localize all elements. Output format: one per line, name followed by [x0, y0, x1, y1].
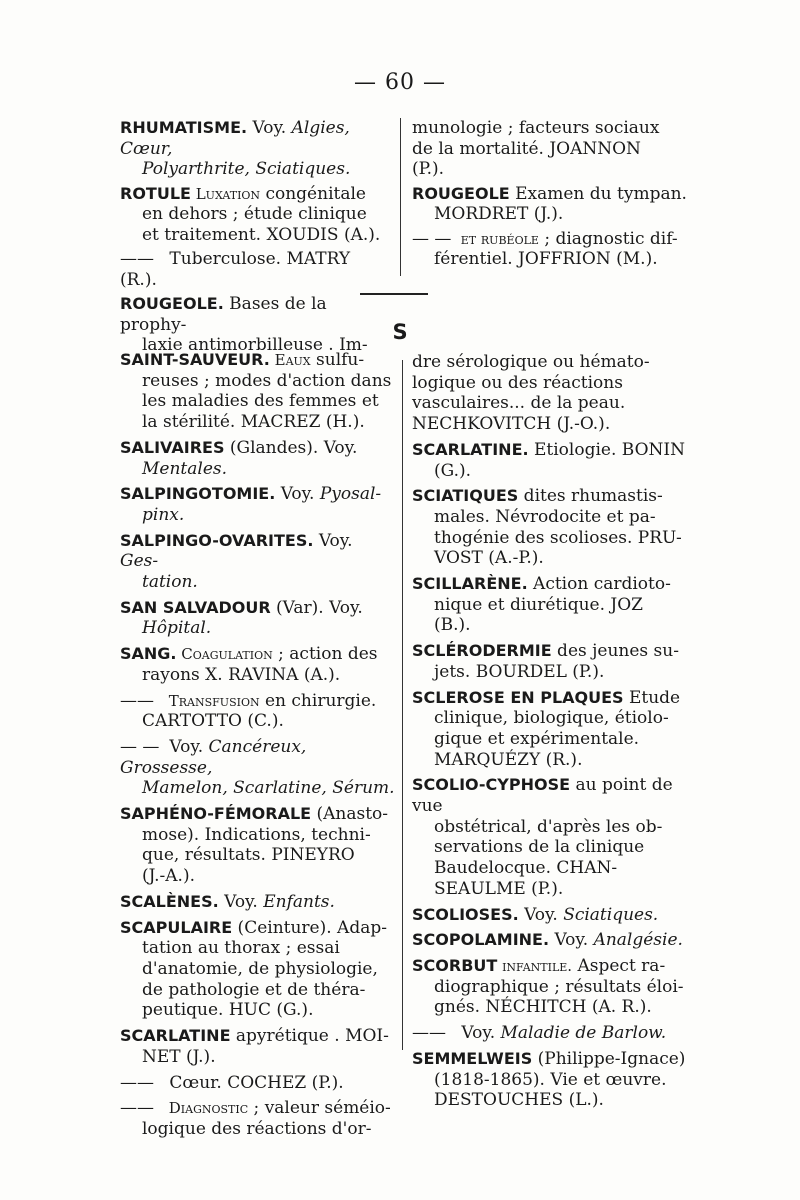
entry-text: apyrétique . MOI-	[230, 1026, 389, 1047]
entry-headword: SCLÉRODERMIE	[412, 641, 552, 661]
section-rule	[360, 293, 428, 295]
index-entry	[120, 918, 395, 1022]
entry-continuation-line	[412, 393, 694, 414]
entry-crossref: Analgésie.	[593, 930, 683, 951]
entry-continuation-line	[412, 118, 694, 139]
entry-crossref: Polyarthrite, Sciatiques.	[142, 159, 351, 179]
entry-text: VOST (A.-P.).	[434, 548, 544, 569]
entry-text: et traitement. XOUDIS (A.).	[142, 224, 381, 245]
entry-text: gnés. NÉCHITCH (A. R.).	[434, 997, 652, 1018]
entry-continuation-line	[412, 817, 694, 838]
entry-continuation-line	[412, 461, 694, 482]
column-bottom-right	[412, 352, 694, 1116]
repeat-dash: ——	[120, 690, 154, 711]
entry-first-line	[120, 1073, 395, 1094]
entry-continuation-line	[120, 959, 395, 980]
entry-continuation-line	[120, 1000, 395, 1021]
index-entry	[412, 688, 694, 771]
entry-continuation-line	[120, 778, 395, 799]
entry-continuation-line	[120, 665, 395, 686]
entry-text: DESTOUCHES (L.).	[434, 1090, 604, 1111]
entry-continuation-line	[120, 980, 395, 1001]
index-entry	[120, 598, 395, 639]
index-entry	[412, 352, 694, 435]
index-entry	[412, 440, 694, 481]
entry-text: (Var). Voy.	[270, 597, 363, 618]
index-entry	[120, 644, 395, 685]
entry-headword: SAINT-SAUVEUR.	[120, 350, 270, 369]
entry-continuation-line	[412, 997, 694, 1018]
section-letter: S	[392, 320, 408, 344]
entry-continuation-line	[412, 858, 694, 879]
column-top-right	[412, 118, 694, 274]
entry-subheading: Eaux	[269, 351, 311, 369]
index-entry	[120, 804, 395, 887]
entry-first-line	[412, 574, 694, 595]
entry-headword: SALPINGOTOMIE.	[120, 484, 276, 504]
entry-text: munologie ; facteurs sociaux	[412, 118, 660, 138]
entry-text: la stérilité. MACREZ (H.).	[142, 412, 365, 433]
entry-text: dre sérologique ou hémato-	[412, 352, 650, 372]
entry-crossref: Mentales.	[142, 458, 228, 479]
entry-text: Bases de la prophy-	[120, 294, 327, 335]
entry-text: servations de la clinique	[434, 837, 645, 858]
index-entry	[120, 691, 395, 732]
entry-text: sulfu-	[310, 350, 365, 370]
entry-first-line	[120, 118, 388, 159]
entry-headword: ROTULE	[120, 183, 191, 203]
entry-continuation-line	[412, 352, 694, 373]
entry-continuation-line	[412, 548, 694, 569]
entry-text: thogénie des scolioses. PRU-	[434, 527, 682, 548]
entry-first-line	[120, 1098, 395, 1119]
column-bottom-left	[120, 350, 395, 1145]
entry-text: logique ou des réactions	[412, 372, 623, 393]
entry-continuation-line	[120, 159, 388, 180]
entry-continuation-line	[412, 615, 694, 636]
entry-first-line	[412, 688, 694, 709]
entry-continuation-line	[120, 711, 395, 732]
entry-continuation-line	[412, 159, 694, 180]
entry-crossref: Algies, Cœur,	[120, 118, 350, 159]
entry-crossref: Mamelon, Scarlatine, Sérum.	[142, 778, 395, 799]
entry-headword: SCOPOLAMINE.	[412, 930, 550, 950]
entry-headword: SCILLARÈNE.	[412, 574, 528, 594]
index-entry	[120, 438, 395, 479]
entry-first-line	[412, 905, 694, 926]
entry-first-line	[120, 804, 395, 825]
entry-first-line	[120, 531, 395, 572]
entry-subheading: infantile.	[497, 956, 573, 975]
entry-text: reuses ; modes d'action dans	[142, 370, 392, 391]
entry-text: d'anatomie, de physiologie,	[142, 958, 378, 979]
entry-text: Cœur. COCHEZ (P.).	[164, 1072, 344, 1093]
entry-text: laxie antimorbilleuse . Im-	[142, 335, 368, 355]
index-entry	[120, 184, 388, 246]
entry-first-line	[412, 1049, 694, 1070]
entry-continuation-line	[120, 866, 395, 887]
entry-text: Voy.	[247, 118, 292, 138]
entry-crossref: Sciatiques.	[563, 904, 659, 925]
entry-first-line	[120, 438, 395, 459]
entry-first-line	[120, 691, 395, 712]
entry-text: (G.).	[434, 460, 472, 481]
index-entry	[120, 118, 388, 180]
entry-text: (1818-1865). Vie et œuvre.	[434, 1069, 667, 1090]
index-entry	[120, 1026, 395, 1067]
entry-text: (Philippe-Ignace)	[532, 1048, 686, 1069]
column-divider-top	[400, 118, 401, 276]
entry-text: vasculaires... de la peau.	[412, 393, 626, 414]
entry-headword: ROUGEOLE	[412, 183, 510, 203]
entry-first-line	[120, 598, 395, 619]
entry-headword: SEMMELWEIS	[412, 1048, 533, 1068]
entry-text: gique et expérimentale.	[434, 728, 640, 749]
entry-continuation-line	[120, 391, 395, 412]
entry-crossref: Cancéreux, Grossesse,	[120, 736, 307, 778]
entry-subheading: Coagulation	[176, 645, 273, 664]
index-entry	[412, 1049, 694, 1111]
index-entry	[120, 350, 395, 433]
entry-continuation-line	[412, 595, 694, 616]
entry-first-line	[412, 440, 694, 461]
entry-text: jets. BOURDEL (P.).	[434, 661, 605, 682]
entry-first-line	[120, 737, 395, 778]
entry-text: MARQUÉZY (R.).	[434, 749, 583, 770]
entry-headword: SCARLATINE	[120, 1026, 231, 1046]
entry-first-line	[120, 892, 395, 913]
entry-continuation-line	[120, 459, 395, 480]
entry-text: les maladies des femmes et	[142, 391, 379, 412]
entry-continuation-line	[412, 373, 694, 394]
entry-text: Etiologie. BONIN	[528, 439, 685, 460]
entry-text: ; valeur séméio-	[248, 1098, 391, 1119]
entry-text: dites rhumastis-	[518, 486, 663, 507]
entry-text: des jeunes su-	[551, 641, 679, 662]
entry-headword: ROUGEOLE.	[120, 294, 224, 313]
entry-subheading: Diagnostic	[164, 1099, 249, 1118]
entry-text: nique et diurétique. JOZ	[434, 594, 643, 615]
entry-crossref: Maladie de Barlow.	[500, 1023, 667, 1044]
entry-headword: SCOLIO-CYPHOSE	[412, 775, 571, 795]
entry-text: ; action des	[272, 644, 378, 665]
entry-first-line	[412, 486, 694, 507]
entry-continuation-line	[120, 1119, 395, 1140]
entry-continuation-line	[412, 977, 694, 998]
entry-continuation-line	[412, 708, 694, 729]
repeat-dash: ——	[412, 1023, 446, 1044]
entry-crossref: Hôpital.	[142, 618, 212, 639]
index-entry	[412, 641, 694, 682]
entry-continuation-line	[412, 837, 694, 858]
entry-text: Voy.	[518, 904, 564, 925]
repeat-dash: — —	[120, 736, 160, 757]
entry-continuation-line	[120, 371, 395, 392]
entry-headword: SCALÈNES.	[120, 891, 219, 911]
entry-text: de pathologie et de théra-	[142, 979, 366, 1000]
entry-continuation-line	[412, 1090, 694, 1111]
entry-continuation-line	[412, 204, 694, 225]
entry-crossref: Enfants.	[263, 891, 335, 912]
entry-continuation-line	[120, 938, 395, 959]
entry-first-line	[120, 918, 395, 939]
index-entry	[120, 1073, 395, 1094]
index-entry	[412, 486, 694, 569]
entry-text: Examen du tympan.	[509, 183, 687, 204]
entry-first-line	[412, 229, 694, 250]
entry-text: Etude	[623, 687, 681, 708]
entry-text: (P.).	[412, 159, 445, 179]
entry-text: SEAULME (P.).	[434, 878, 564, 899]
entry-first-line	[120, 484, 395, 505]
entry-text: males. Névrodocite et pa-	[434, 506, 656, 527]
entry-continuation-line	[412, 507, 694, 528]
entry-text: Voy.	[275, 484, 320, 505]
entry-text: de la mortalité. JOANNON	[412, 138, 641, 159]
entry-headword: SALIVAIRES	[120, 437, 225, 457]
index-entry	[412, 956, 694, 1018]
entry-continuation-line	[120, 412, 395, 433]
entry-continuation-line	[120, 618, 395, 639]
entry-first-line	[412, 930, 694, 951]
column-divider-bottom	[402, 360, 403, 1050]
entry-headword: SCOLIOSES.	[412, 904, 519, 924]
index-entry	[120, 1098, 395, 1139]
entry-continuation-line	[120, 572, 395, 593]
entry-text: clinique, biologique, étiolo-	[434, 708, 669, 729]
page-number: — 60 —	[354, 70, 446, 95]
repeat-dash: — —	[412, 228, 452, 249]
entry-first-line	[412, 956, 694, 977]
index-entry	[412, 930, 694, 951]
repeat-dash: ——	[120, 1098, 154, 1119]
entry-text: rayons X. RAVINA (A.).	[142, 664, 341, 685]
entry-text: Voy.	[218, 891, 264, 912]
entry-subheading: Luxation	[190, 184, 261, 203]
index-entry	[412, 118, 694, 180]
entry-headword: RHUMATISME.	[120, 118, 248, 137]
entry-first-line	[120, 644, 395, 665]
entry-continuation-line	[412, 528, 694, 549]
entry-first-line	[120, 350, 395, 371]
entry-text: (B.).	[434, 615, 471, 636]
entry-continuation-line	[412, 662, 694, 683]
index-entry	[120, 484, 395, 525]
entry-text: mose). Indications, techni-	[142, 824, 371, 845]
entry-first-line	[412, 775, 694, 816]
entry-first-line	[120, 249, 388, 290]
repeat-dash: ——	[120, 249, 154, 269]
entry-headword: SCAPULAIRE	[120, 917, 233, 937]
entry-continuation-line	[412, 750, 694, 771]
entry-text: en dehors ; étude clinique	[142, 204, 367, 224]
entry-text: Aspect ra-	[572, 955, 666, 976]
entry-text: (J.-A.).	[142, 866, 195, 887]
entry-headword: SCIATIQUES	[412, 486, 519, 506]
entry-text: Voy.	[164, 736, 209, 757]
entry-text: férentiel. JOFFRION (M.).	[434, 249, 658, 269]
entry-headword: SAN SALVADOUR	[120, 597, 271, 617]
entry-first-line	[120, 184, 388, 205]
entry-text: Action cardioto-	[527, 574, 671, 595]
entry-text: Voy.	[549, 930, 594, 951]
entry-continuation-line	[120, 505, 395, 526]
entry-text: NECHKOVITCH (J.-O.).	[412, 414, 611, 435]
entry-subheading: et rubéole	[456, 229, 539, 248]
index-entry	[120, 249, 388, 290]
entry-headword: SAPHÉNO-FÉMORALE	[120, 804, 312, 824]
entry-headword: SCLEROSE EN PLAQUES	[412, 687, 624, 707]
entry-subheading: Transfusion	[164, 691, 260, 710]
entry-text: que, résultats. PINEYRO	[142, 845, 355, 866]
entry-headword: SCARLATINE.	[412, 439, 529, 459]
entry-text: NET (J.).	[142, 1046, 216, 1067]
index-entry	[412, 1023, 694, 1044]
entry-text: (Ceinture). Adap-	[232, 917, 387, 938]
entry-continuation-line	[120, 1047, 395, 1068]
entry-continuation-line	[412, 729, 694, 750]
index-entry	[412, 574, 694, 636]
entry-continuation-line	[412, 414, 694, 435]
entry-text: Voy.	[456, 1023, 501, 1044]
index-entry	[412, 905, 694, 926]
entry-crossref: Pyosal-	[319, 484, 382, 505]
entry-crossref: Ges-	[120, 551, 159, 572]
entry-first-line	[120, 1026, 395, 1047]
entry-crossref: pinx.	[142, 504, 185, 525]
entry-text: Voy.	[313, 530, 353, 551]
entry-continuation-line	[412, 249, 694, 270]
entry-continuation-line	[120, 845, 395, 866]
index-entry	[120, 892, 395, 913]
entry-continuation-line	[412, 879, 694, 900]
entry-text: CARTOTTO (C.).	[142, 711, 284, 732]
entry-first-line	[412, 184, 694, 205]
entry-text: (Anasto-	[311, 804, 389, 825]
entry-continuation-line	[412, 139, 694, 160]
entry-first-line	[412, 641, 694, 662]
entry-text: obstétrical, d'après les ob-	[434, 816, 663, 837]
entry-headword: SCORBUT	[412, 955, 498, 975]
entry-text: ; diagnostic dif-	[538, 228, 678, 249]
index-entry	[120, 737, 395, 799]
entry-continuation-line	[120, 825, 395, 846]
entry-text: MORDRET (J.).	[434, 204, 564, 224]
entry-text: Tuberculose. MATRY (R.).	[120, 249, 351, 290]
entry-text: diographique ; résultats éloi-	[434, 976, 684, 997]
index-entry	[120, 531, 395, 593]
index-entry	[412, 184, 694, 225]
entry-text: au point de vue	[412, 775, 673, 817]
entry-text: logique des réactions d'or-	[142, 1118, 372, 1139]
entry-continuation-line	[120, 225, 388, 246]
repeat-dash: ——	[120, 1072, 154, 1093]
entry-text: congénitale	[260, 183, 366, 204]
entry-continuation-line	[412, 1070, 694, 1091]
entry-first-line	[412, 1023, 694, 1044]
entry-text: Baudelocque. CHAN-	[434, 858, 618, 879]
entry-headword: SANG.	[120, 644, 177, 664]
entry-text: tation au thorax ; essai	[142, 938, 340, 959]
index-entry	[412, 229, 694, 270]
entry-continuation-line	[120, 204, 388, 225]
entry-text: en chirurgie.	[259, 690, 377, 711]
index-entry	[412, 775, 694, 899]
entry-text: peutique. HUC (G.).	[142, 1000, 314, 1021]
entry-crossref: tation.	[142, 572, 198, 593]
entry-text: (Glandes). Voy.	[224, 437, 358, 458]
entry-headword: SALPINGO-OVARITES.	[120, 530, 314, 550]
